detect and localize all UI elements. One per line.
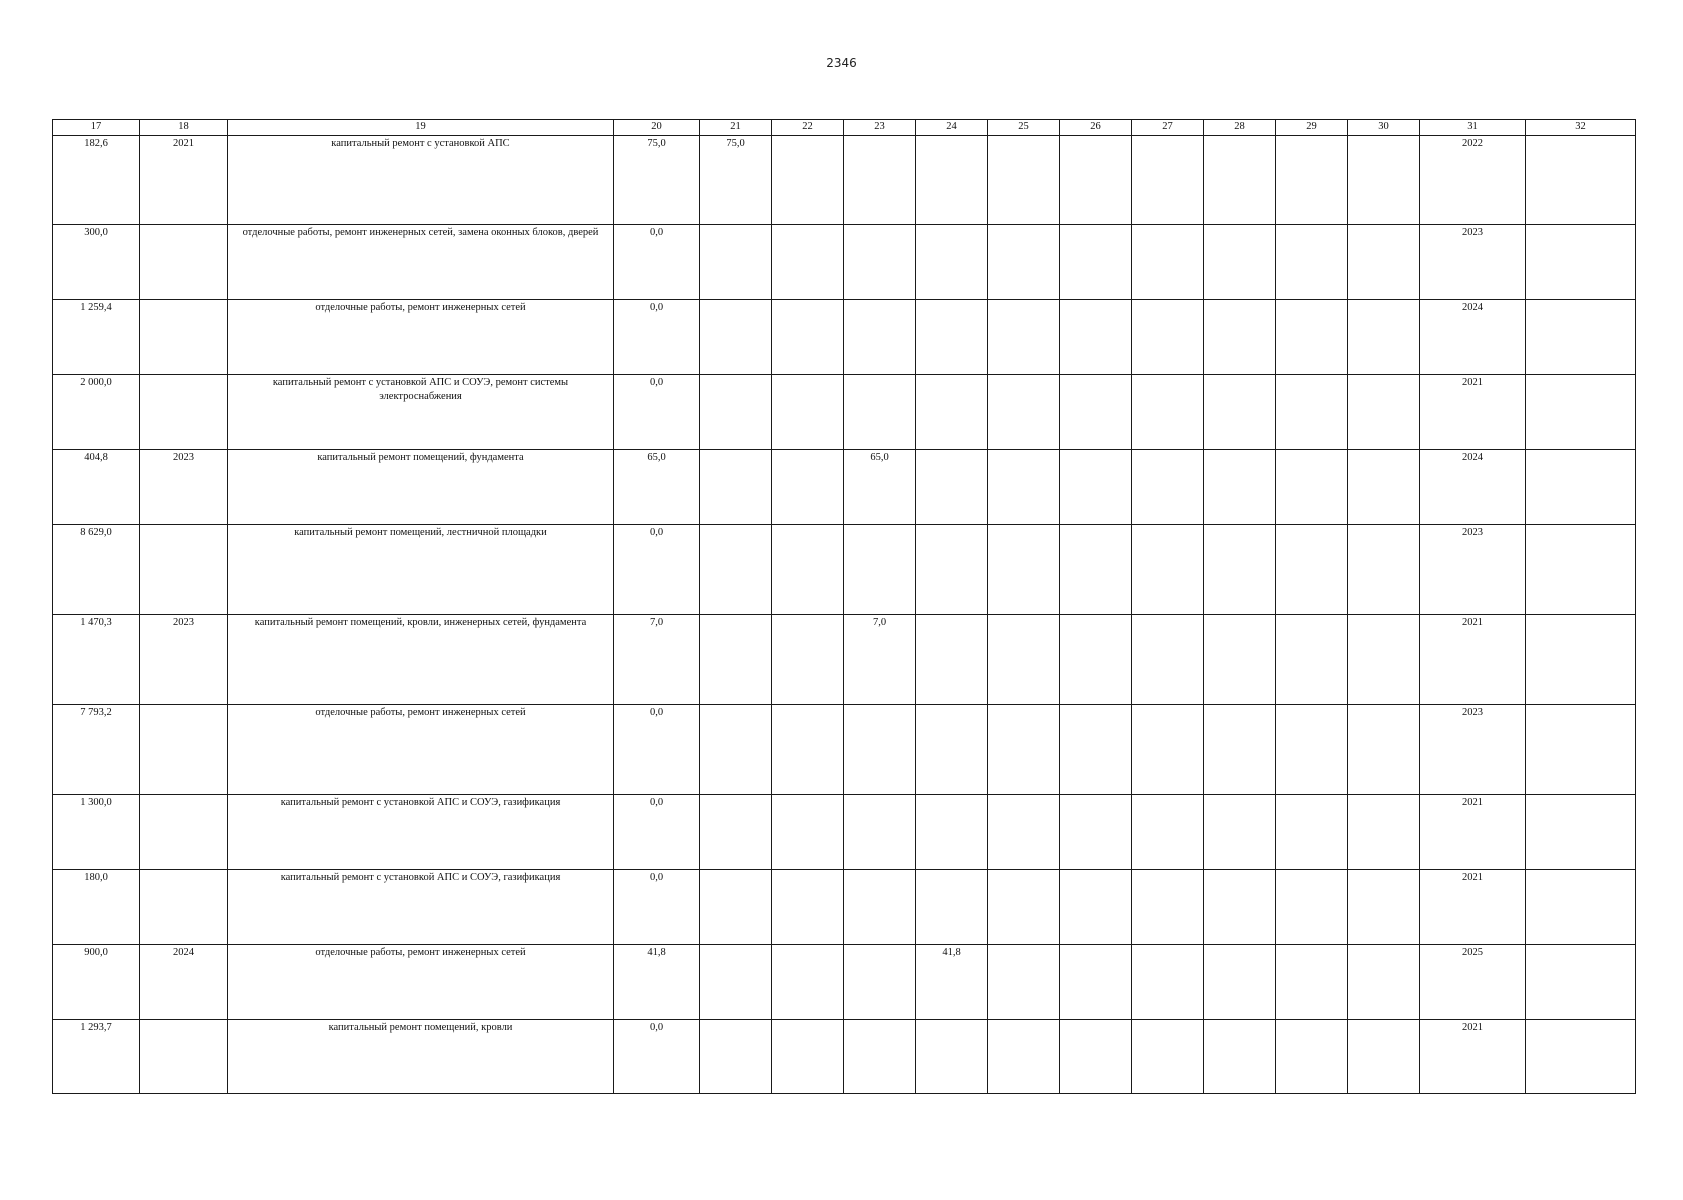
cell-col-24 — [916, 136, 988, 225]
cell-col-27 — [1132, 615, 1204, 705]
cell-col-20: 0,0 — [614, 870, 700, 945]
table-row — [53, 615, 1636, 705]
cell-col-26 — [1060, 136, 1132, 225]
cell-col-30 — [1348, 225, 1420, 300]
cell-col-27 — [1132, 300, 1204, 375]
cell-col-22 — [772, 300, 844, 375]
column-header: 28 — [1204, 120, 1276, 136]
cell-col-21 — [700, 525, 772, 615]
cell-col-25 — [988, 225, 1060, 300]
cell-col-29 — [1276, 225, 1348, 300]
cell-col-18 — [140, 300, 228, 375]
cell-col-29 — [1276, 136, 1348, 225]
cell-col-31: 2021 — [1420, 615, 1526, 705]
cell-col-29 — [1276, 615, 1348, 705]
cell-col-32 — [1526, 945, 1636, 1020]
cell-work-description: отделочные работы, ремонт инженерных сетей — [228, 705, 614, 795]
cell-col-22 — [772, 450, 844, 525]
cell-col-23: 7,0 — [844, 615, 916, 705]
cell-col-18: 2024 — [140, 945, 228, 1020]
cell-col-29 — [1276, 450, 1348, 525]
cell-col-21 — [700, 795, 772, 870]
cell-col-27 — [1132, 795, 1204, 870]
cell-col-18: 2021 — [140, 136, 228, 225]
column-header: 18 — [140, 120, 228, 136]
cell-col-30 — [1348, 870, 1420, 945]
cell-col-31: 2021 — [1420, 375, 1526, 450]
cell-col-24 — [916, 1020, 988, 1094]
cell-col-24 — [916, 225, 988, 300]
cell-col-25 — [988, 300, 1060, 375]
cell-col-32 — [1526, 450, 1636, 525]
cell-col-27 — [1132, 450, 1204, 525]
cell-col-17: 182,6 — [53, 136, 140, 225]
cell-col-32 — [1526, 870, 1636, 945]
cell-col-31: 2023 — [1420, 525, 1526, 615]
table-row — [53, 525, 1636, 615]
table-row — [53, 450, 1636, 525]
cell-col-20: 7,0 — [614, 615, 700, 705]
cell-col-28 — [1204, 795, 1276, 870]
cell-col-25 — [988, 525, 1060, 615]
cell-col-20: 0,0 — [614, 300, 700, 375]
cell-col-23 — [844, 945, 916, 1020]
data-table — [52, 119, 1636, 1094]
cell-work-description: капитальный ремонт помещений, кровли, инженерных сетей, фундамента — [228, 615, 614, 705]
cell-col-28 — [1204, 705, 1276, 795]
cell-work-description: отделочные работы, ремонт инженерных сетей, замена оконных блоков, дверей — [228, 225, 614, 300]
cell-col-20: 0,0 — [614, 225, 700, 300]
table-row — [53, 225, 1636, 300]
cell-col-24 — [916, 450, 988, 525]
cell-col-21 — [700, 225, 772, 300]
cell-col-32 — [1526, 795, 1636, 870]
cell-col-26 — [1060, 1020, 1132, 1094]
cell-col-26 — [1060, 300, 1132, 375]
page-number: 2346 — [826, 56, 857, 70]
column-header: 26 — [1060, 120, 1132, 136]
cell-col-26 — [1060, 450, 1132, 525]
cell-col-31: 2021 — [1420, 870, 1526, 945]
cell-col-23 — [844, 525, 916, 615]
cell-col-23 — [844, 705, 916, 795]
cell-col-22 — [772, 225, 844, 300]
column-header: 21 — [700, 120, 772, 136]
cell-work-description: капитальный ремонт с установкой АПС и СОУЭ, ремонт системы электроснабжения — [228, 375, 614, 450]
cell-col-27 — [1132, 136, 1204, 225]
cell-col-25 — [988, 870, 1060, 945]
header-row — [53, 120, 1636, 136]
cell-col-17: 1 470,3 — [53, 615, 140, 705]
cell-col-30 — [1348, 795, 1420, 870]
cell-col-23 — [844, 1020, 916, 1094]
cell-col-31: 2023 — [1420, 225, 1526, 300]
cell-col-26 — [1060, 375, 1132, 450]
cell-col-30 — [1348, 615, 1420, 705]
cell-col-24 — [916, 795, 988, 870]
cell-col-21 — [700, 870, 772, 945]
table-row — [53, 870, 1636, 945]
cell-col-28 — [1204, 136, 1276, 225]
cell-col-25 — [988, 450, 1060, 525]
cell-col-29 — [1276, 705, 1348, 795]
cell-col-21 — [700, 615, 772, 705]
table-row — [53, 375, 1636, 450]
cell-col-17: 7 793,2 — [53, 705, 140, 795]
cell-col-32 — [1526, 375, 1636, 450]
cell-col-32 — [1526, 525, 1636, 615]
cell-col-27 — [1132, 705, 1204, 795]
cell-col-32 — [1526, 300, 1636, 375]
cell-col-22 — [772, 525, 844, 615]
cell-col-26 — [1060, 615, 1132, 705]
cell-col-23 — [844, 795, 916, 870]
cell-col-31: 2022 — [1420, 136, 1526, 225]
cell-col-17: 300,0 — [53, 225, 140, 300]
cell-col-23 — [844, 870, 916, 945]
cell-col-20: 41,8 — [614, 945, 700, 1020]
cell-col-24 — [916, 705, 988, 795]
cell-work-description: капитальный ремонт с установкой АПС — [228, 136, 614, 225]
cell-col-25 — [988, 136, 1060, 225]
cell-col-25 — [988, 375, 1060, 450]
cell-col-29 — [1276, 870, 1348, 945]
column-header: 24 — [916, 120, 988, 136]
cell-work-description: капитальный ремонт помещений, фундамента — [228, 450, 614, 525]
column-header: 32 — [1526, 120, 1636, 136]
cell-col-25 — [988, 615, 1060, 705]
cell-col-17: 1 259,4 — [53, 300, 140, 375]
cell-col-20: 0,0 — [614, 525, 700, 615]
cell-col-31: 2024 — [1420, 450, 1526, 525]
cell-col-29 — [1276, 1020, 1348, 1094]
column-header: 30 — [1348, 120, 1420, 136]
table-row — [53, 300, 1636, 375]
cell-col-18 — [140, 870, 228, 945]
cell-col-20: 65,0 — [614, 450, 700, 525]
cell-col-29 — [1276, 945, 1348, 1020]
cell-col-25 — [988, 705, 1060, 795]
cell-col-30 — [1348, 705, 1420, 795]
cell-col-26 — [1060, 225, 1132, 300]
cell-col-23: 65,0 — [844, 450, 916, 525]
cell-col-18: 2023 — [140, 615, 228, 705]
column-header: 31 — [1420, 120, 1526, 136]
column-header: 19 — [228, 120, 614, 136]
cell-col-28 — [1204, 945, 1276, 1020]
table-row — [53, 136, 1636, 225]
cell-col-28 — [1204, 615, 1276, 705]
cell-col-17: 1 300,0 — [53, 795, 140, 870]
cell-col-17: 8 629,0 — [53, 525, 140, 615]
column-header: 22 — [772, 120, 844, 136]
cell-col-31: 2023 — [1420, 705, 1526, 795]
cell-col-23 — [844, 225, 916, 300]
cell-work-description: отделочные работы, ремонт инженерных сетей — [228, 300, 614, 375]
cell-col-30 — [1348, 945, 1420, 1020]
table-row — [53, 1020, 1636, 1094]
cell-col-31: 2024 — [1420, 300, 1526, 375]
cell-col-18 — [140, 525, 228, 615]
cell-col-28 — [1204, 870, 1276, 945]
cell-col-20: 0,0 — [614, 795, 700, 870]
cell-col-27 — [1132, 525, 1204, 615]
cell-col-26 — [1060, 705, 1132, 795]
cell-col-30 — [1348, 1020, 1420, 1094]
cell-col-21 — [700, 375, 772, 450]
cell-col-30 — [1348, 450, 1420, 525]
cell-col-31: 2021 — [1420, 1020, 1526, 1094]
cell-col-32 — [1526, 225, 1636, 300]
table-row — [53, 705, 1636, 795]
cell-col-24 — [916, 375, 988, 450]
column-header: 23 — [844, 120, 916, 136]
cell-col-25 — [988, 795, 1060, 870]
cell-col-22 — [772, 705, 844, 795]
cell-col-18 — [140, 795, 228, 870]
cell-col-32 — [1526, 705, 1636, 795]
cell-col-24 — [916, 525, 988, 615]
cell-col-18 — [140, 705, 228, 795]
table-row — [53, 945, 1636, 1020]
cell-col-27 — [1132, 375, 1204, 450]
cell-work-description: отделочные работы, ремонт инженерных сетей — [228, 945, 614, 1020]
cell-col-32 — [1526, 136, 1636, 225]
cell-col-21 — [700, 300, 772, 375]
column-header: 20 — [614, 120, 700, 136]
cell-col-17: 1 293,7 — [53, 1020, 140, 1094]
cell-col-25 — [988, 1020, 1060, 1094]
cell-col-24 — [916, 615, 988, 705]
cell-col-30 — [1348, 525, 1420, 615]
cell-col-31: 2021 — [1420, 795, 1526, 870]
cell-work-description: капитальный ремонт с установкой АПС и СОУЭ, газификация — [228, 795, 614, 870]
cell-col-30 — [1348, 375, 1420, 450]
cell-col-22 — [772, 615, 844, 705]
cell-col-18: 2023 — [140, 450, 228, 525]
cell-col-28 — [1204, 225, 1276, 300]
cell-col-17: 2 000,0 — [53, 375, 140, 450]
column-header: 25 — [988, 120, 1060, 136]
cell-col-26 — [1060, 870, 1132, 945]
cell-col-20: 0,0 — [614, 1020, 700, 1094]
cell-col-28 — [1204, 300, 1276, 375]
cell-col-22 — [772, 1020, 844, 1094]
cell-col-27 — [1132, 225, 1204, 300]
cell-col-30 — [1348, 136, 1420, 225]
cell-col-23 — [844, 375, 916, 450]
cell-col-31: 2025 — [1420, 945, 1526, 1020]
cell-col-21: 75,0 — [700, 136, 772, 225]
cell-col-29 — [1276, 300, 1348, 375]
cell-col-26 — [1060, 945, 1132, 1020]
cell-col-21 — [700, 1020, 772, 1094]
cell-col-26 — [1060, 795, 1132, 870]
cell-work-description: капитальный ремонт помещений, лестничной площадки — [228, 525, 614, 615]
cell-col-22 — [772, 870, 844, 945]
column-header: 17 — [53, 120, 140, 136]
cell-col-21 — [700, 705, 772, 795]
table-body — [53, 136, 1636, 1094]
cell-col-29 — [1276, 795, 1348, 870]
cell-col-22 — [772, 375, 844, 450]
cell-col-22 — [772, 945, 844, 1020]
cell-col-22 — [772, 795, 844, 870]
column-header: 29 — [1276, 120, 1348, 136]
cell-col-18 — [140, 375, 228, 450]
cell-work-description: капитальный ремонт помещений, кровли — [228, 1020, 614, 1094]
cell-col-20: 0,0 — [614, 705, 700, 795]
cell-col-28 — [1204, 375, 1276, 450]
cell-col-21 — [700, 450, 772, 525]
cell-col-23 — [844, 300, 916, 375]
cell-col-29 — [1276, 375, 1348, 450]
cell-col-17: 900,0 — [53, 945, 140, 1020]
cell-col-28 — [1204, 450, 1276, 525]
cell-col-21 — [700, 945, 772, 1020]
cell-col-32 — [1526, 1020, 1636, 1094]
table-row — [53, 795, 1636, 870]
cell-col-26 — [1060, 525, 1132, 615]
cell-col-28 — [1204, 1020, 1276, 1094]
cell-col-20: 75,0 — [614, 136, 700, 225]
cell-col-30 — [1348, 300, 1420, 375]
cell-col-32 — [1526, 615, 1636, 705]
cell-work-description: капитальный ремонт с установкой АПС и СОУЭ, газификация — [228, 870, 614, 945]
cell-col-22 — [772, 136, 844, 225]
cell-col-24 — [916, 870, 988, 945]
cell-col-18 — [140, 1020, 228, 1094]
cell-col-24 — [916, 300, 988, 375]
cell-col-17: 180,0 — [53, 870, 140, 945]
cell-col-24: 41,8 — [916, 945, 988, 1020]
cell-col-18 — [140, 225, 228, 300]
cell-col-27 — [1132, 1020, 1204, 1094]
cell-col-17: 404,8 — [53, 450, 140, 525]
cell-col-28 — [1204, 525, 1276, 615]
column-header: 27 — [1132, 120, 1204, 136]
cell-col-27 — [1132, 945, 1204, 1020]
cell-col-25 — [988, 945, 1060, 1020]
cell-col-20: 0,0 — [614, 375, 700, 450]
cell-col-29 — [1276, 525, 1348, 615]
cell-col-27 — [1132, 870, 1204, 945]
cell-col-23 — [844, 136, 916, 225]
